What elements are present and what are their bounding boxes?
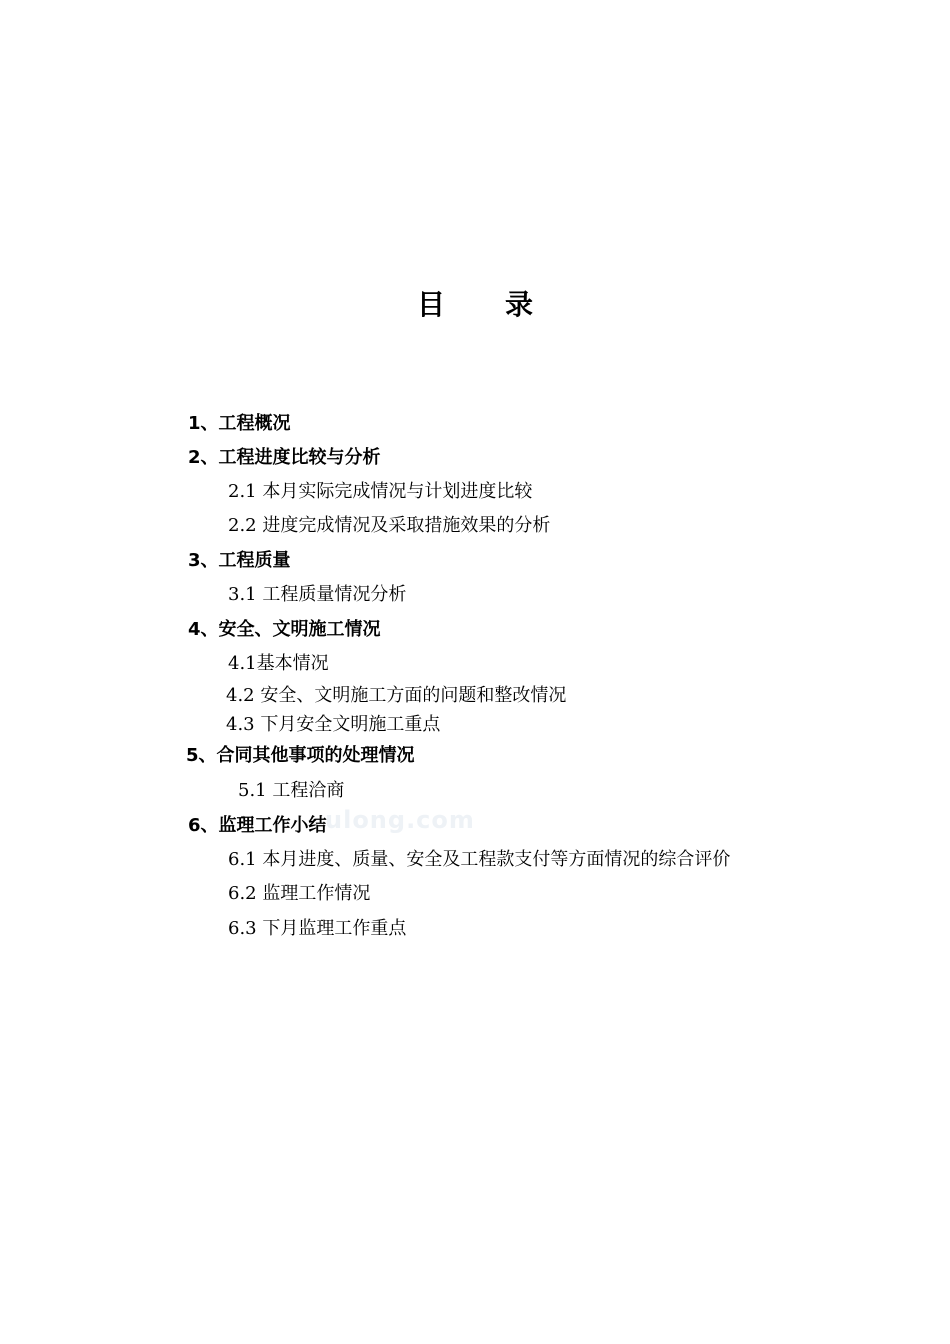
toc-entry-2-1: 2.1 本月实际完成情况与计划进度比较 <box>228 481 533 502</box>
toc-entry-4-3: 4.3 下月安全文明施工重点 <box>226 714 441 735</box>
toc-entry-1: 1、工程概况 <box>188 413 291 434</box>
toc-title <box>0 283 950 323</box>
toc-entry-5: 5、合同其他事项的处理情况 <box>186 745 415 766</box>
toc-entry-2: 2、工程进度比较与分析 <box>188 447 381 468</box>
toc-entry-6: 6、监理工作小结 <box>188 815 327 836</box>
toc-entry-6-1: 6.1 本月进度、质量、安全及工程款支付等方面情况的综合评价 <box>228 849 731 870</box>
toc-entry-6-2: 6.2 监理工作情况 <box>228 883 371 904</box>
title-char-1: 目 <box>416 288 445 321</box>
toc-entry-5-1: 5.1 工程洽商 <box>238 780 345 801</box>
watermark: ulong.com <box>325 806 475 834</box>
toc-entry-6-3: 6.3 下月监理工作重点 <box>228 918 407 939</box>
toc-entry-3-1: 3.1 工程质量情况分析 <box>228 584 407 605</box>
toc-entry-4: 4、安全、文明施工情况 <box>188 619 381 640</box>
title-char-2: 录 <box>505 288 534 321</box>
toc-entry-3: 3、工程质量 <box>188 550 291 571</box>
toc-entry-2-2: 2.2 进度完成情况及采取措施效果的分析 <box>228 515 551 536</box>
toc-entry-4-2: 4.2 安全、文明施工方面的问题和整改情况 <box>226 685 567 706</box>
toc-entry-4-1: 4.1基本情况 <box>228 653 329 674</box>
